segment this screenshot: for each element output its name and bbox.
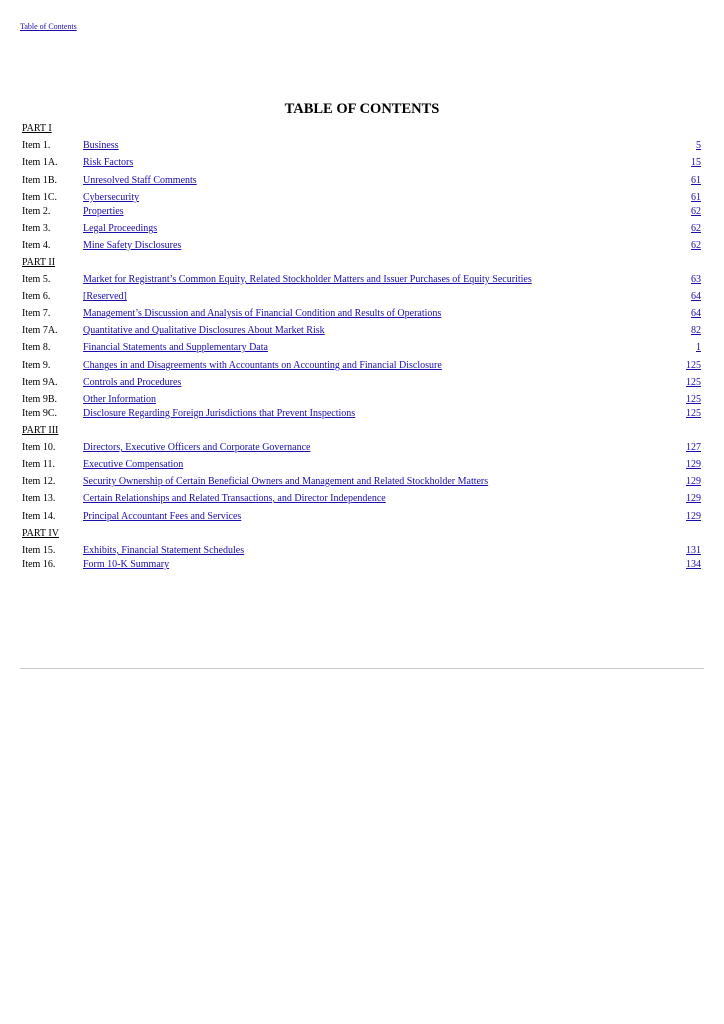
toc-row — [22, 360, 701, 372]
item-number: Item 7A. — [22, 325, 58, 336]
item-link[interactable]: Unresolved Staff Comments — [83, 175, 197, 186]
page-number-link[interactable]: 125 — [686, 377, 701, 388]
part-heading-row — [22, 257, 701, 269]
page-number-link[interactable]: 131 — [686, 545, 701, 556]
page-number-link[interactable]: 62 — [691, 206, 701, 217]
item-number: Item 9A. — [22, 377, 58, 388]
item-number: Item 6. — [22, 291, 51, 302]
toc-row — [22, 206, 701, 218]
toc-row — [22, 175, 701, 187]
item-link[interactable]: Certain Relationships and Related Transactions, and Director Independence — [83, 493, 386, 504]
toc-row — [22, 459, 701, 471]
toc-row — [22, 223, 701, 235]
toc-row — [22, 511, 701, 523]
item-link[interactable]: Other Information — [83, 394, 157, 405]
item-number: Item 1A. — [22, 157, 58, 168]
page-number-link[interactable]: 1 — [696, 342, 701, 353]
item-link[interactable]: Properties — [83, 206, 124, 217]
toc-row — [22, 442, 701, 454]
part-heading-row — [22, 123, 701, 135]
toc-row — [22, 493, 701, 505]
toc-row — [22, 559, 701, 571]
page-number-link[interactable]: 64 — [691, 308, 701, 319]
page-number-link[interactable]: 61 — [691, 175, 701, 186]
part-heading-row — [22, 425, 701, 437]
item-number: Item 16. — [22, 559, 56, 570]
toc-row — [22, 394, 701, 406]
item-number: Item 13. — [22, 493, 56, 504]
item-link[interactable]: Form 10-K Summary — [83, 559, 170, 570]
page-number-link[interactable]: 63 — [691, 274, 701, 285]
item-number: Item 5. — [22, 274, 51, 285]
part-iv-heading: PART IV — [22, 528, 59, 539]
item-number: Item 1B. — [22, 175, 57, 186]
item-link[interactable]: Mine Safety Disclosures — [83, 240, 182, 251]
toc-row — [22, 192, 701, 204]
page-title: TABLE OF CONTENTS — [284, 101, 440, 117]
item-number: Item 15. — [22, 545, 56, 556]
toc-row — [22, 140, 701, 152]
item-link[interactable]: Security Ownership of Certain Beneficial Owners and Management and Related Stockholder Matters — [83, 476, 489, 487]
part-iii-heading: PART III — [22, 425, 59, 436]
page-number-link[interactable]: 5 — [696, 140, 701, 151]
item-link[interactable]: Disclosure Regarding Foreign Jurisdictions that Prevent Inspections — [83, 408, 356, 419]
item-link[interactable]: Controls and Procedures — [83, 377, 182, 388]
item-number: Item 10. — [22, 442, 56, 453]
item-number: Item 3. — [22, 223, 51, 234]
page-number-link[interactable]: 82 — [691, 325, 701, 336]
item-number: Item 1C. — [22, 192, 57, 203]
page-number-link[interactable]: 129 — [686, 493, 701, 504]
item-link[interactable]: Financial Statements and Supplementary Data — [83, 342, 268, 353]
table-of-contents-link[interactable]: Table of Contents — [20, 22, 77, 31]
item-number: Item 2. — [22, 206, 51, 217]
toc-row — [22, 274, 701, 286]
item-link[interactable]: Risk Factors — [83, 157, 134, 168]
item-link[interactable]: Executive Compensation — [83, 459, 184, 470]
page-number-link[interactable]: 125 — [686, 394, 701, 405]
page-number-link[interactable]: 129 — [686, 511, 701, 522]
page-number-link[interactable]: 127 — [686, 442, 701, 453]
page-number-link[interactable]: 62 — [691, 240, 701, 251]
item-link[interactable]: Market for Registrant’s Common Equity, Related Stockholder Matters and Issuer Purchases of Equity Securities — [83, 274, 532, 285]
toc-row — [22, 408, 701, 420]
item-link[interactable]: Principal Accountant Fees and Services — [83, 511, 242, 522]
toc-row — [22, 377, 701, 389]
item-link[interactable]: Directors, Executive Officers and Corporate Governance — [83, 442, 311, 453]
toc-row — [22, 308, 701, 320]
page-number-link[interactable]: 134 — [686, 559, 701, 570]
item-number: Item 9C. — [22, 408, 57, 419]
part-i-heading: PART I — [22, 123, 52, 134]
item-number: Item 1. — [22, 140, 51, 151]
item-number: Item 9. — [22, 360, 51, 371]
item-link[interactable]: Legal Proceedings — [83, 223, 158, 234]
page-number-link[interactable]: 125 — [686, 360, 701, 371]
part-heading-row — [22, 528, 701, 540]
item-link[interactable]: Business — [83, 140, 119, 151]
toc-row — [22, 325, 701, 337]
toc-row — [22, 240, 701, 252]
page-number-link[interactable]: 61 — [691, 192, 701, 203]
toc-row — [22, 342, 701, 354]
item-link[interactable]: Exhibits, Financial Statement Schedules — [83, 545, 245, 556]
item-number: Item 14. — [22, 511, 56, 522]
item-number: Item 8. — [22, 342, 51, 353]
item-link[interactable]: Changes in and Disagreements with Accountants on Accounting and Financial Disclosure — [83, 360, 442, 371]
toc-row — [22, 545, 701, 557]
item-number: Item 4. — [22, 240, 51, 251]
toc-row — [22, 476, 701, 488]
item-link[interactable]: Cybersecurity — [83, 192, 140, 203]
item-number: Item 9B. — [22, 394, 57, 405]
toc-row — [22, 291, 701, 303]
item-link[interactable]: Management’s Discussion and Analysis of Financial Condition and Results of Operations — [83, 308, 442, 319]
page-divider — [20, 668, 704, 669]
part-ii-heading: PART II — [22, 257, 56, 268]
item-link[interactable]: Quantitative and Qualitative Disclosures About Market Risk — [83, 325, 325, 336]
item-number: Item 12. — [22, 476, 56, 487]
page-number-link[interactable]: 15 — [691, 157, 701, 168]
item-number: Item 11. — [22, 459, 55, 470]
item-link[interactable]: [Reserved] — [83, 291, 127, 302]
page-number-link[interactable]: 125 — [686, 408, 701, 419]
page-number-link[interactable]: 129 — [686, 459, 701, 470]
item-number: Item 7. — [22, 308, 51, 319]
page-number-link[interactable]: 62 — [691, 223, 701, 234]
page-number-link[interactable]: 64 — [691, 291, 701, 302]
page-number-link[interactable]: 129 — [686, 476, 701, 487]
toc-row — [22, 157, 701, 169]
